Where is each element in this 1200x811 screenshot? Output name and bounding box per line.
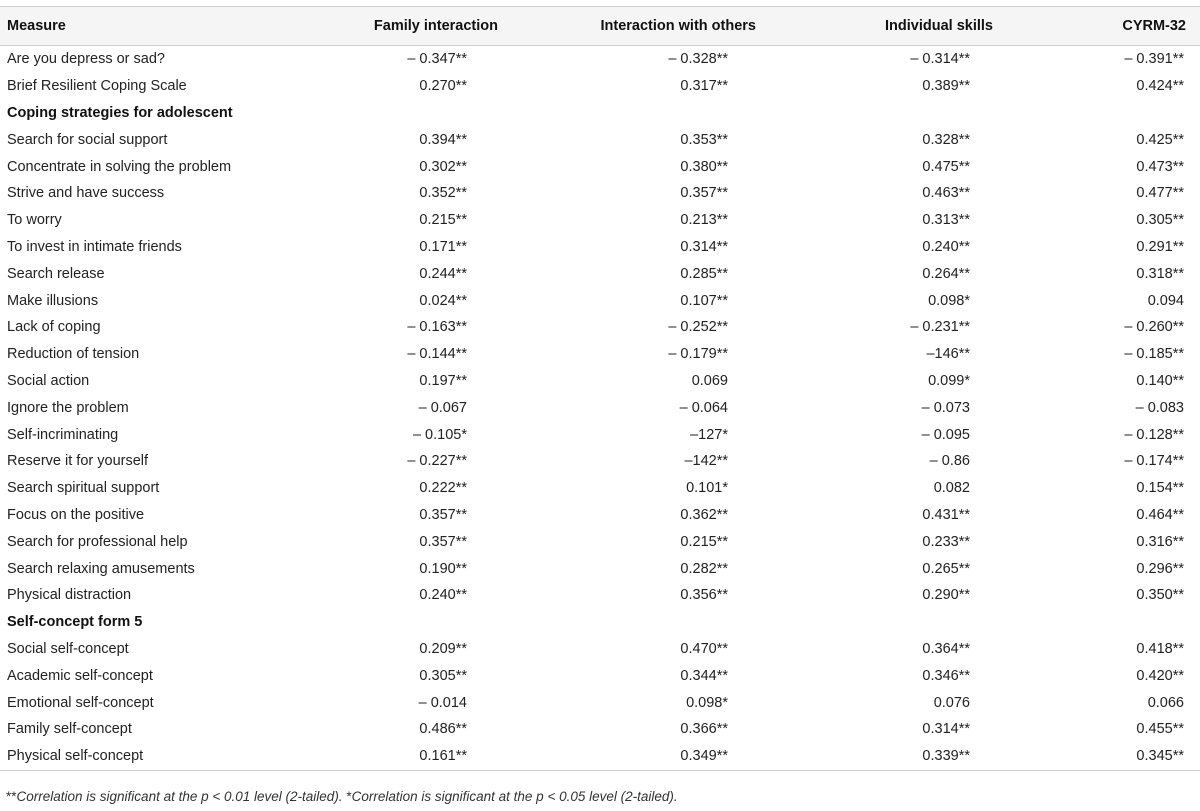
family-interaction-cell: 0.222** (419, 480, 467, 497)
individual-skills-cell: 0.346** (922, 667, 970, 684)
table-row (0, 394, 1200, 421)
table-row (0, 582, 1200, 609)
cyrm-32-cell: 0.094 (1147, 292, 1184, 309)
header-interaction-with-others: Interaction with others (498, 7, 792, 46)
header-cyrm-32: CYRM-32 (1030, 7, 1200, 46)
interaction-with-others-cell: – 0.064 (679, 399, 728, 416)
interaction-with-others-cell: – 0.328** (668, 51, 728, 68)
interaction-with-others-cell: 0.366** (680, 721, 728, 738)
family-interaction-cell: – 0.105* (412, 426, 467, 443)
measure-cell: Search for social support (7, 131, 168, 148)
interaction-with-others-cell: 0.314** (680, 238, 728, 255)
interaction-with-others-cell: 0.098* (686, 694, 728, 711)
family-interaction-cell: – 0.067 (418, 399, 467, 416)
individual-skills-cell: 0.313** (922, 212, 970, 229)
measure-cell: Focus on the positive (7, 506, 145, 523)
measure-cell: Self-incriminating (7, 426, 119, 443)
interaction-with-others-cell: –127* (690, 426, 728, 443)
table-row (0, 234, 1200, 261)
table-row (0, 73, 1200, 100)
interaction-with-others-cell: 0.107** (680, 292, 728, 309)
individual-skills-cell: – 0.314** (910, 51, 970, 68)
cyrm-32-cell: – 0.083 (1135, 399, 1184, 416)
interaction-with-others-cell: –142** (684, 453, 728, 470)
interaction-with-others-cell: 0.357** (680, 185, 728, 202)
individual-skills-cell: 0.475** (922, 158, 970, 175)
table-row (0, 341, 1200, 368)
individual-skills-cell: 0.082 (933, 480, 970, 497)
cyrm-32-cell: 0.477** (1136, 185, 1184, 202)
cyrm-32-cell: 0.316** (1136, 533, 1184, 550)
table-row (0, 287, 1200, 314)
table-row (0, 421, 1200, 448)
individual-skills-cell: 0.463** (922, 185, 970, 202)
table-footnote (6, 789, 678, 804)
family-interaction-cell: 0.171** (419, 238, 467, 255)
section-label: Self-concept form 5 (7, 614, 143, 631)
family-interaction-cell: 0.244** (419, 265, 467, 282)
cyrm-32-cell: – 0.128** (1124, 426, 1184, 443)
family-interaction-cell: – 0.163** (407, 319, 467, 336)
measure-cell: Brief Resilient Coping Scale (7, 78, 187, 95)
measure-cell: Search for professional help (7, 533, 188, 550)
cyrm-32-cell: 0.140** (1136, 372, 1184, 389)
cyrm-32-cell: 0.318** (1136, 265, 1184, 282)
family-interaction-cell: – 0.144** (407, 346, 467, 363)
footnote-mark-single: * (346, 789, 352, 804)
individual-skills-cell: 0.233** (922, 533, 970, 550)
family-interaction-cell: – 0.347** (407, 51, 467, 68)
measure-cell: Ignore the problem (7, 399, 129, 416)
table-row (0, 689, 1200, 716)
individual-skills-cell: 0.389** (922, 78, 970, 95)
individual-skills-cell: 0.076 (933, 694, 970, 711)
interaction-with-others-cell: 0.353** (680, 131, 728, 148)
header-measure: Measure (0, 7, 296, 46)
individual-skills-cell: – 0.86 (929, 453, 970, 470)
individual-skills-cell: 0.364** (922, 640, 970, 657)
measure-cell: Are you depress or sad? (7, 51, 165, 68)
measure-cell: To worry (7, 212, 62, 229)
interaction-with-others-cell: 0.069 (691, 372, 728, 389)
measure-cell: Lack of coping (7, 319, 101, 336)
table-row (0, 716, 1200, 743)
section-header-row (0, 609, 1200, 636)
table-row (0, 207, 1200, 234)
cyrm-32-cell: 0.154** (1136, 480, 1184, 497)
table-row (0, 153, 1200, 180)
table-header (0, 7, 1200, 46)
measure-cell: Reduction of tension (7, 346, 140, 363)
cyrm-32-cell: 0.345** (1030, 743, 1200, 770)
cyrm-32-cell: – 0.260** (1124, 319, 1184, 336)
individual-skills-cell: 0.431** (922, 506, 970, 523)
individual-skills-cell: 0.098* (928, 292, 970, 309)
family-interaction-cell: 0.190** (419, 560, 467, 577)
table-row (0, 662, 1200, 689)
cyrm-32-cell: 0.066 (1147, 694, 1184, 711)
family-interaction-cell: 0.302** (419, 158, 467, 175)
table-row (0, 528, 1200, 555)
table-row (0, 636, 1200, 663)
family-interaction-cell: 0.161** (296, 743, 498, 770)
interaction-with-others-cell: 0.282** (680, 560, 728, 577)
cyrm-32-cell: 0.418** (1136, 640, 1184, 657)
section-label: Coping strategies for adolescent (7, 104, 233, 121)
interaction-with-others-cell: 0.362** (680, 506, 728, 523)
cyrm-32-cell: 0.425** (1136, 131, 1184, 148)
individual-skills-cell: –146** (926, 346, 970, 363)
family-interaction-cell: 0.209** (419, 640, 467, 657)
table-row (0, 475, 1200, 502)
family-interaction-cell: 0.357** (419, 506, 467, 523)
header-individual-skills: Individual skills (792, 7, 1030, 46)
individual-skills-cell: 0.314** (922, 721, 970, 738)
cyrm-32-cell: – 0.391** (1124, 51, 1184, 68)
family-interaction-cell: 0.486** (419, 721, 467, 738)
individual-skills-cell: 0.240** (922, 238, 970, 255)
header-row (0, 7, 1200, 46)
measure-cell: Physical distraction (7, 587, 132, 604)
family-interaction-cell: 0.352** (419, 185, 467, 202)
interaction-with-others-cell: – 0.179** (668, 346, 728, 363)
interaction-with-others-cell: 0.101* (686, 480, 728, 497)
family-interaction-cell: 0.357** (419, 533, 467, 550)
family-interaction-cell: 0.394** (419, 131, 467, 148)
measure-cell: Physical self-concept (0, 743, 296, 770)
measure-cell: Academic self-concept (7, 667, 153, 684)
table-row (0, 448, 1200, 475)
interaction-with-others-cell: 0.213** (680, 212, 728, 229)
family-interaction-cell: 0.024** (419, 292, 467, 309)
individual-skills-cell: – 0.073 (921, 399, 970, 416)
individual-skills-cell: 0.290** (922, 587, 970, 604)
cyrm-32-cell: 0.464** (1136, 506, 1184, 523)
family-interaction-cell: 0.270** (419, 78, 467, 95)
table-row (0, 260, 1200, 287)
measure-cell: Make illusions (7, 292, 99, 309)
table-row (0, 368, 1200, 395)
cyrm-32-cell: 0.350** (1136, 587, 1184, 604)
interaction-with-others-cell: 0.344** (680, 667, 728, 684)
interaction-with-others-cell: 0.317** (680, 78, 728, 95)
measure-cell: Search spiritual support (7, 480, 160, 497)
family-interaction-cell: 0.305** (419, 667, 467, 684)
interaction-with-others-cell: 0.380** (680, 158, 728, 175)
individual-skills-cell: 0.265** (922, 560, 970, 577)
individual-skills-cell: 0.328** (922, 131, 970, 148)
interaction-with-others-cell: 0.349** (498, 743, 792, 770)
measure-cell: Search release (7, 265, 105, 282)
family-interaction-cell: – 0.227** (407, 453, 467, 470)
interaction-with-others-cell: 0.470** (680, 640, 728, 657)
cyrm-32-cell: 0.424** (1136, 78, 1184, 95)
measure-cell: Reserve it for yourself (7, 453, 149, 470)
individual-skills-cell: – 0.095 (921, 426, 970, 443)
measure-cell: Social action (7, 372, 90, 389)
measure-cell: Concentrate in solving the problem (7, 158, 232, 175)
measure-cell: Strive and have success (7, 185, 165, 202)
measure-cell: Search relaxing amusements (7, 560, 195, 577)
family-interaction-cell: 0.197** (419, 372, 467, 389)
footnote-mark-double: ** (6, 789, 17, 804)
measure-cell: Family self-concept (7, 721, 132, 738)
header-family-interaction: Family interaction (296, 7, 498, 46)
table-row (0, 743, 1200, 770)
individual-skills-cell: 0.264** (922, 265, 970, 282)
cyrm-32-cell: 0.296** (1136, 560, 1184, 577)
cyrm-32-cell: 0.291** (1136, 238, 1184, 255)
table-row (0, 46, 1200, 73)
table-row (0, 314, 1200, 341)
measure-cell: To invest in intimate friends (7, 238, 182, 255)
cyrm-32-cell: 0.420** (1136, 667, 1184, 684)
correlation-table (0, 6, 1200, 771)
individual-skills-cell: 0.099* (928, 372, 970, 389)
cyrm-32-cell: 0.455** (1136, 721, 1184, 738)
interaction-with-others-cell: – 0.252** (668, 319, 728, 336)
interaction-with-others-cell: 0.215** (680, 533, 728, 550)
family-interaction-cell: 0.240** (419, 587, 467, 604)
table-body (0, 46, 1200, 771)
individual-skills-cell: – 0.231** (910, 319, 970, 336)
table-row (0, 502, 1200, 529)
family-interaction-cell: – 0.014 (418, 694, 467, 711)
measure-cell: Emotional self-concept (7, 694, 154, 711)
interaction-with-others-cell: 0.356** (680, 587, 728, 604)
interaction-with-others-cell: 0.285** (680, 265, 728, 282)
individual-skills-cell: 0.339** (792, 743, 1030, 770)
table-row (0, 555, 1200, 582)
cyrm-32-cell: – 0.185** (1124, 346, 1184, 363)
cyrm-32-cell: 0.473** (1136, 158, 1184, 175)
cyrm-32-cell: 0.305** (1136, 212, 1184, 229)
table-row (0, 180, 1200, 207)
table-row (0, 126, 1200, 153)
family-interaction-cell: 0.215** (419, 212, 467, 229)
footnote-text-p01: Correlation is significant at the p < 0.01 level (2-tailed). (16, 789, 343, 804)
measure-cell: Social self-concept (7, 640, 129, 657)
footnote-text-p05: Correlation is significant at the p < 0.05 level (2-tailed). (351, 789, 678, 804)
section-header-row (0, 100, 1200, 127)
cyrm-32-cell: – 0.174** (1124, 453, 1184, 470)
